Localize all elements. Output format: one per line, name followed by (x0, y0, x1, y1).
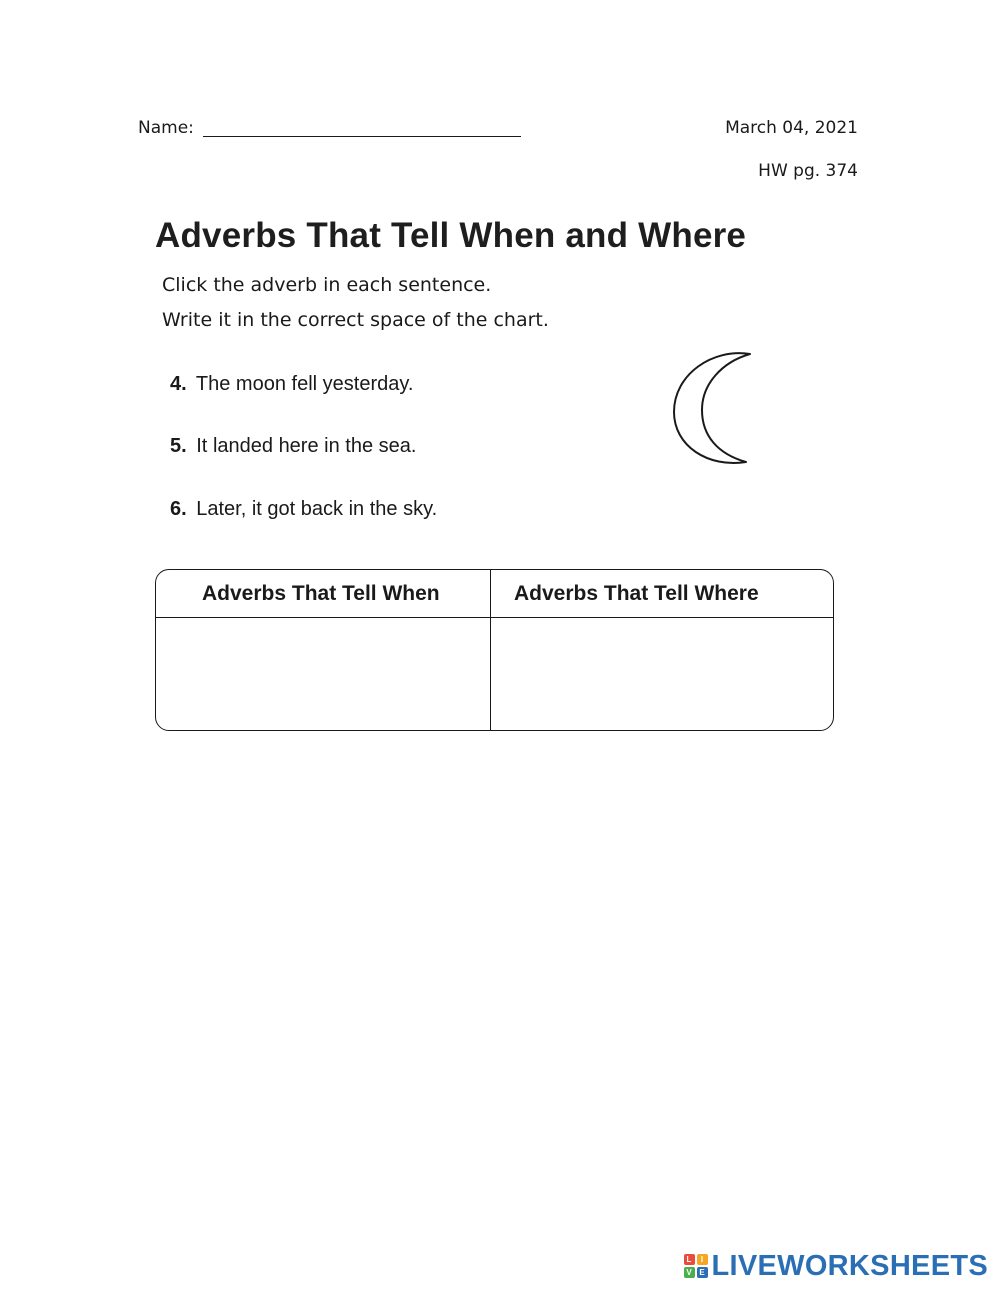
name-label: Name: (138, 118, 194, 138)
name-blank-line (203, 136, 521, 137)
chart-header-when: Adverbs That Tell When (202, 582, 440, 605)
brand-text: LIVEWORKSHEETS (711, 1249, 988, 1282)
sentence-number: 5. (170, 435, 187, 457)
sentence-number: 6. (170, 498, 187, 520)
word-option[interactable]: the (345, 435, 374, 457)
instruction-line-1: Click the adverb in each sentence. (162, 274, 492, 296)
crescent-moon-icon (668, 350, 758, 468)
sentence-number: 4. (170, 373, 187, 395)
logo-letter: L (684, 1254, 695, 1265)
sentence-5 (170, 435, 416, 458)
adverb-chart (155, 569, 834, 731)
liveworksheets-brand (684, 1249, 989, 1283)
word-option[interactable]: here (278, 435, 319, 457)
logo-letter: E (697, 1267, 708, 1278)
homework-page-text: HW pg. 374 (758, 161, 858, 181)
word-option[interactable]: sea. (378, 435, 417, 457)
word-option[interactable]: fell (291, 373, 318, 395)
word-option[interactable]: it (251, 498, 262, 520)
logo-letter: I (697, 1254, 708, 1265)
liveworksheets-logo-icon (684, 1254, 708, 1278)
chart-header-divider (156, 617, 833, 618)
word-option[interactable]: back (300, 498, 344, 520)
word-option[interactable]: sky. (403, 498, 438, 520)
word-option[interactable]: landed (212, 435, 273, 457)
date-text: March 04, 2021 (725, 118, 858, 138)
word-option[interactable]: in (324, 435, 340, 457)
sentence-4 (170, 373, 413, 396)
chart-column-divider (490, 570, 491, 730)
word-option[interactable]: Later, (196, 498, 247, 520)
word-option[interactable]: in (348, 498, 365, 520)
word-option[interactable]: the (369, 498, 398, 520)
worksheet-title: Adverbs That Tell When and Where (155, 216, 747, 255)
answer-field-where[interactable] (493, 619, 831, 730)
chart-header-where: Adverbs That Tell Where (514, 582, 759, 605)
word-option[interactable]: yesterday. (322, 373, 414, 395)
word-option[interactable]: got (267, 498, 296, 520)
sentence-6 (170, 498, 437, 521)
answer-field-when[interactable] (158, 619, 488, 730)
logo-letter: V (684, 1267, 695, 1278)
word-option[interactable]: The (195, 373, 231, 395)
word-option[interactable]: moon (235, 373, 286, 395)
word-option[interactable]: It (196, 435, 208, 457)
instruction-line-2: Write it in the correct space of the chart. (162, 309, 549, 331)
